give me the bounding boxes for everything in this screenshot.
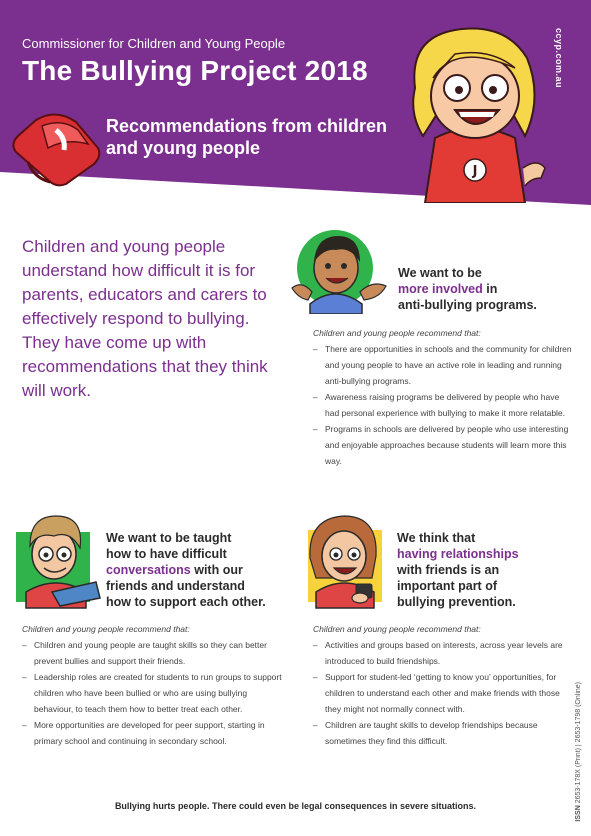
girl-character-illustration	[395, 18, 555, 203]
page-title: The Bullying Project 2018	[22, 55, 368, 86]
recommendations-list	[22, 637, 284, 749]
list-item: – There are opportunities in schools and the community for children and young people to have an active role in leading and running anti-bullying programs.	[313, 341, 575, 389]
section-heading: We want to be more involved in anti-bullying programs.	[398, 266, 537, 312]
recommendations-list	[313, 637, 575, 749]
issn-label: ISSN 2653-178X (Print) | 2653-1798 (Online)	[575, 682, 582, 822]
header-banner	[0, 0, 591, 205]
list-item: – Awareness raising programs be delivered by people who have had personal experience with bullying to make it more relatable.	[313, 389, 575, 421]
list-item: – Children and young people are taught skills so they can better prevent bullies and support their friends.	[22, 637, 284, 669]
page-subtitle: Recommendations from children and young people	[106, 116, 388, 158]
list-item: – Programs in schools are delivered by people who use interesting and enjoyable approaches because students will learn more this way.	[313, 421, 575, 469]
website-url: ccyp.com.au	[554, 28, 564, 89]
recommend-intro: Children and young people recommend that:	[313, 624, 481, 634]
schoolbag-icon	[6, 108, 106, 188]
footer-note: Bullying hurts people. There could even be legal consequences in severe situations.	[114, 801, 477, 811]
list-item: – Activities and groups based on interests, across year levels are introduced to build friendships.	[313, 637, 575, 669]
section-heading: We think that having relationships with friends is an important part of bullying prevention.	[397, 531, 519, 609]
list-item: – Children are taught skills to develop friendships because sometimes they find this difficult.	[313, 717, 575, 749]
recommend-intro: Children and young people recommend that:	[313, 328, 481, 338]
list-item: – More opportunities are developed for peer support, starting in primary school and continuing in secondary school.	[22, 717, 284, 749]
section-heading: We want to be taught how to have difficult conversations with our friends and understand how to support each other.	[106, 531, 266, 609]
boy-with-laptop-illustration	[12, 508, 104, 610]
recommend-intro: Children and young people recommend that:	[22, 624, 190, 634]
svg-text:J: J	[472, 164, 478, 179]
list-item: – Support for student-led ‘getting to know you’ opportunities, for children to understand each other and make friends with those they might not normally connect with.	[313, 669, 575, 717]
organisation-name: Commissioner for Children and Young People	[22, 36, 286, 51]
recommendations-list	[313, 341, 575, 469]
girl-with-phone-illustration	[298, 508, 390, 610]
boy-character-illustration	[290, 222, 390, 314]
list-item: – Leadership roles are created for students to run groups to support children who have been bullied or who are using bullying behaviour, to teach them how to better treat each other.	[22, 669, 284, 717]
intro-text: Children and young people understand how difficult it is for parents, educators and carers to effectively respond to bullying. They have come up with recommendations that they think will work.	[22, 237, 268, 400]
